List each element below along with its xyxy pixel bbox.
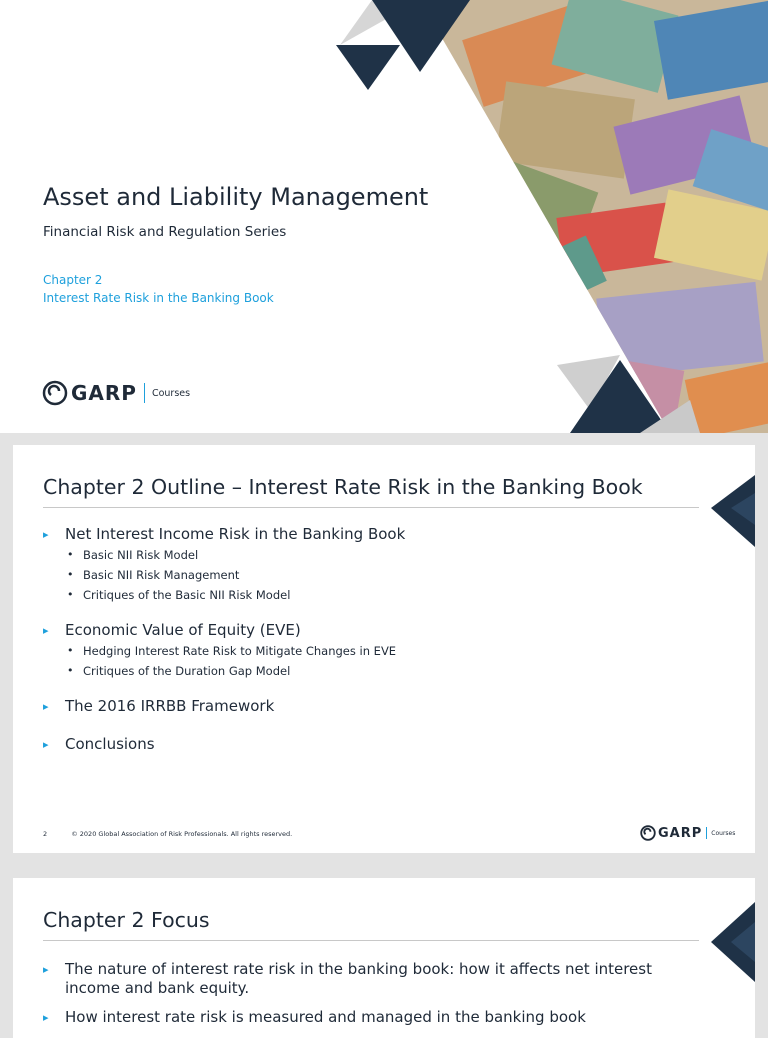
garp-logo-mark-icon xyxy=(42,380,68,406)
logo-divider xyxy=(706,827,707,839)
page-number: 2 xyxy=(43,830,48,838)
banknotes-photo xyxy=(0,0,768,433)
logo-courses-label: Courses xyxy=(711,829,736,837)
outline-section-label: ▸ The 2016 IRRBB Framework xyxy=(43,697,703,715)
garp-logo-mark-icon xyxy=(640,825,656,841)
decor-triangle xyxy=(711,902,755,982)
title-slide xyxy=(0,0,768,433)
garp-logo xyxy=(42,378,190,408)
logo-wordmark: GARP xyxy=(71,381,137,405)
presentation-title: Asset and Liability Management xyxy=(43,183,429,211)
outline-section-label: ▸ Net Interest Income Risk in the Banking Book xyxy=(43,525,703,543)
slide-footer xyxy=(43,830,292,838)
outline-section xyxy=(43,525,703,605)
focus-slide xyxy=(13,878,755,1038)
logo-divider xyxy=(144,383,145,403)
outline-subitem: • Basic NII Risk Management xyxy=(43,565,703,585)
series-subtitle: Financial Risk and Regulation Series xyxy=(43,224,287,240)
garp-logo xyxy=(640,825,735,841)
outline-title: Chapter 2 Outline – Interest Rate Risk in the Banking Book xyxy=(43,475,643,499)
outline-subitem: • Critiques of the Duration Gap Model xyxy=(43,661,703,681)
chapter-number: Chapter 2 xyxy=(43,273,103,287)
outline-section xyxy=(43,621,703,681)
logo-courses-label: Courses xyxy=(151,387,191,399)
title-rule xyxy=(43,507,699,508)
focus-bullet: ▸ How interest rate risk is measured and managed in the banking book xyxy=(43,1008,683,1027)
focus-bullet: ▸ The nature of interest rate risk in the banking book: how it affects net interest income and bank equity. xyxy=(43,960,683,998)
focus-title: Chapter 2 Focus xyxy=(43,908,210,932)
chapter-info xyxy=(43,271,274,307)
decor-triangle xyxy=(711,475,755,547)
outline-subitem: • Hedging Interest Rate Risk to Mitigate Changes in EVE xyxy=(43,641,703,661)
outline-subitem: • Basic NII Risk Model xyxy=(43,545,703,565)
outline-subitem: • Critiques of the Basic NII Risk Model xyxy=(43,585,703,605)
copyright-text: © 2020 Global Association of Risk Professionals. All rights reserved. xyxy=(71,830,293,838)
outline-section xyxy=(43,697,703,715)
chapter-title: Interest Rate Risk in the Banking Book xyxy=(43,291,274,305)
outline-section-label: ▸ Conclusions xyxy=(43,735,703,753)
outline-slide xyxy=(13,445,755,853)
outline-section xyxy=(43,735,703,753)
outline-section-label: ▸ Economic Value of Equity (EVE) xyxy=(43,621,703,639)
outline-list xyxy=(43,525,703,753)
title-rule xyxy=(43,940,699,941)
logo-wordmark: GARP xyxy=(658,825,703,841)
focus-list xyxy=(43,960,683,1027)
